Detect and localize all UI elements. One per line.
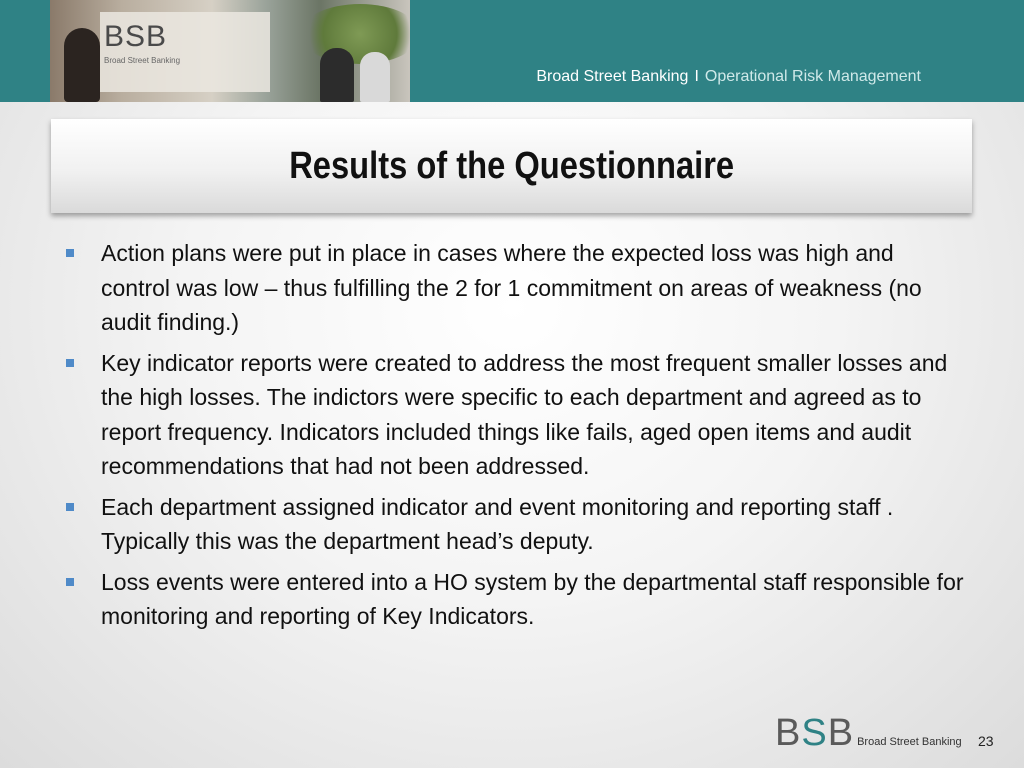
title-separator: I (694, 68, 699, 85)
bullet-item (60, 346, 965, 484)
bullet-item (60, 236, 965, 340)
bullet-text: Loss events were entered into a HO system by the departmental staff responsible for monitoring and reporting of Key Indicators. (101, 568, 964, 629)
footer-logo (775, 712, 962, 752)
footer-logo-name: Broad Street Banking (857, 736, 962, 748)
bsb-logo-subtitle: Broad Street Banking (104, 56, 181, 65)
header-bar (0, 0, 1024, 102)
person-figure (320, 48, 354, 102)
bsb-logo: BSB (104, 20, 168, 53)
bullet-item (60, 565, 965, 634)
person-figure (360, 52, 390, 102)
header-title (536, 68, 921, 86)
company-name: Broad Street Banking (536, 68, 689, 85)
page-number: 23 (978, 733, 994, 749)
tree-image (300, 4, 410, 64)
person-figure (64, 28, 100, 102)
slide-title: Results of the Questionnaire (289, 144, 734, 187)
slide-title-box (51, 119, 972, 213)
square-bullet-icon (66, 249, 74, 257)
square-bullet-icon (66, 578, 74, 586)
bullet-text: Each department assigned indicator and event monitoring and reporting staff . Typically this was the department head’s deputy. (101, 493, 894, 554)
bullet-text: Action plans were put in place in cases where the expected loss was high and control was low – thus fulfilling the 2 for 1 commitment on areas of weakness (no audit finding.) (101, 240, 922, 335)
square-bullet-icon (66, 359, 74, 367)
bullet-text: Key indicator reports were created to address the most frequent smaller losses and the high losses. The indictors were specific to each department and agreed as to report frequency. Indicators included things like fails, aged open items and audit recommendations that had not been addressed. (101, 349, 948, 479)
square-bullet-icon (66, 503, 74, 511)
bullet-list (60, 236, 965, 640)
section-name: Operational Risk Management (704, 68, 921, 85)
bullet-item (60, 490, 965, 559)
footer-logo-mark: BSB (775, 712, 855, 754)
